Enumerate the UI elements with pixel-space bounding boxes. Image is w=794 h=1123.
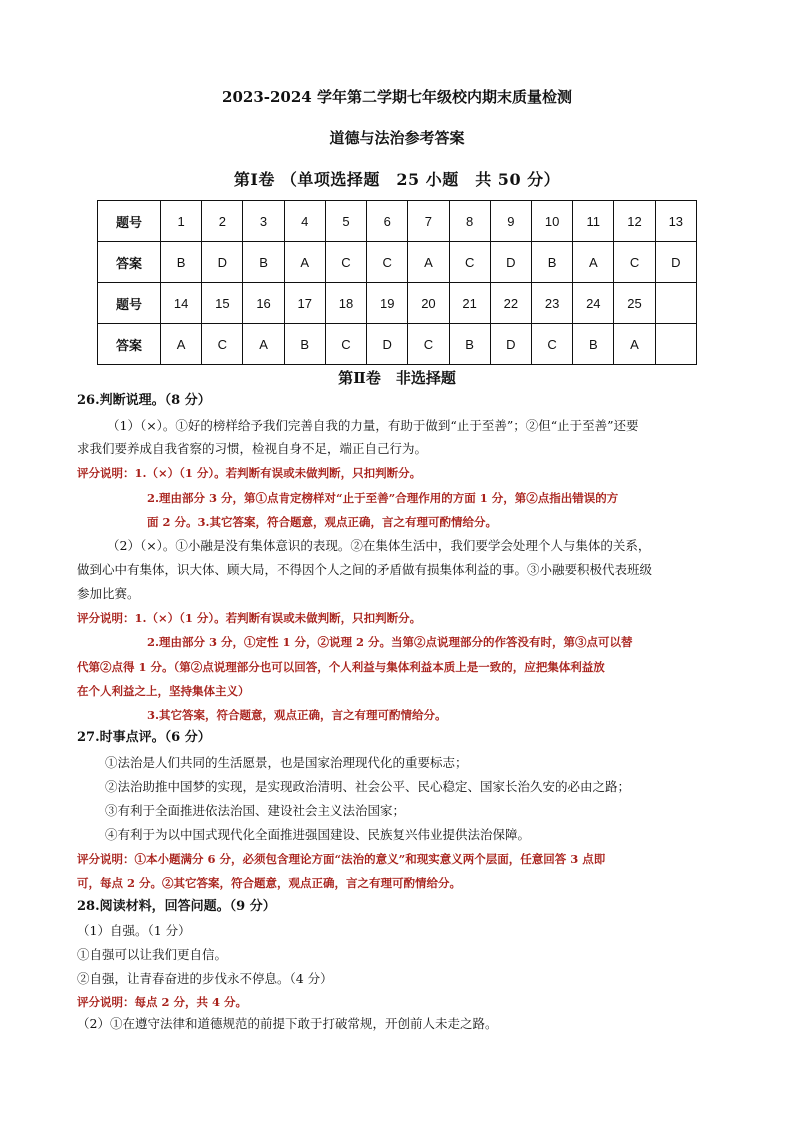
answer-cell: C xyxy=(367,242,408,283)
q27-answer-point: ④有利于为以中国式现代化全面推进强国建设、民族复兴伟业提供法治保障。 xyxy=(105,827,531,842)
answer-cell: A xyxy=(614,324,655,365)
answer-cell: B xyxy=(161,242,202,283)
answer-cell: B xyxy=(284,324,325,365)
q28-answer-text: （1）自强。（1 分） xyxy=(77,923,191,938)
q27-scoring-note: 评分说明：①本小题满分 6 分，必须包含理论方面“法治的意义”和现实意义两个层面，任意回答 3 点即 xyxy=(77,852,606,866)
answer-cell: B xyxy=(449,324,490,365)
q26-scoring-note: 在个人利益之上，坚持集体主义） xyxy=(77,684,250,698)
q26-scoring-note: 评分说明：1.（×）（1 分）。若判断有误或未做判断，只扣判断分。 xyxy=(77,466,422,480)
question-number: 4 xyxy=(284,201,325,242)
question-number: 13 xyxy=(655,201,696,242)
question-number: 25 xyxy=(614,283,655,324)
answer-cell: A xyxy=(243,324,284,365)
answer-cell: A xyxy=(161,324,202,365)
question-number: 15 xyxy=(202,283,243,324)
q26-answer-text: （1）（×）。①好的榜样给予我们完善自我的力量，有助于做到“止于至善”；②但“止于至善”还要 xyxy=(107,418,639,433)
q26-scoring-note: 3.其它答案，符合题意，观点正确，言之有理可酌情给分。 xyxy=(147,708,447,722)
document-title: 2023-2024 学年第二学期七年级校内期末质量检测 xyxy=(222,88,572,106)
question-number: 5 xyxy=(325,201,366,242)
answer-cell: B xyxy=(573,324,614,365)
document-subtitle: 道德与法治参考答案 xyxy=(329,129,465,147)
q27-answer-point: ②法治助推中国梦的实现，是实现政治清明、社会公平、民心稳定、国家长治久安的必由之路； xyxy=(105,779,631,794)
empty-cell xyxy=(655,324,696,365)
q26-scoring-note: 2.理由部分 3 分，第①点肯定榜样对“止于至善”合理作用的方面 1 分，第②点指出错误的方 xyxy=(147,491,619,505)
q26-title: 26.判断说理。（8 分） xyxy=(77,393,211,408)
answer-cell: C xyxy=(325,324,366,365)
answer-cell: C xyxy=(531,324,572,365)
answer-cell: C xyxy=(202,324,243,365)
question-number-row-1 xyxy=(98,201,697,242)
question-number: 19 xyxy=(367,283,408,324)
answer-cell: D xyxy=(367,324,408,365)
answer-cell: D xyxy=(655,242,696,283)
question-number: 18 xyxy=(325,283,366,324)
question-number: 24 xyxy=(573,283,614,324)
question-number: 2 xyxy=(202,201,243,242)
question-number-row-2 xyxy=(98,283,697,324)
answer-cell: A xyxy=(408,242,449,283)
q28-scoring-note: 评分说明：每点 2 分，共 4 分。 xyxy=(77,995,248,1009)
answer-cell: C xyxy=(614,242,655,283)
row-label: 题号 xyxy=(98,283,161,324)
q26-answer-text: 求我们要养成自我省察的习惯，检视自身不足，端正自己行为。 xyxy=(77,441,428,456)
answer-cell: D xyxy=(202,242,243,283)
part2-title: 第Ⅱ卷 非选择题 xyxy=(338,369,456,387)
answer-cell: C xyxy=(325,242,366,283)
row-label: 答案 xyxy=(98,324,161,365)
q28-answer-text: ②自强，让青春奋进的步伐永不停息。（4 分） xyxy=(77,971,333,986)
q28-title: 28.阅读材料，回答问题。（9 分） xyxy=(77,899,276,914)
question-number: 22 xyxy=(490,283,531,324)
question-number: 8 xyxy=(449,201,490,242)
q26-answer-text: （2）（×）。①小融是没有集体意识的表现。②在集体生活中，我们要学会处理个人与集体的关系， xyxy=(107,538,651,553)
q26-answer-text: 做到心中有集体，识大体、顾大局，不得因个人之间的矛盾做有损集体利益的事。③小融要积极代表班级 xyxy=(77,562,653,577)
q27-answer-point: ③有利于全面推进依法治国、建设社会主义法治国家； xyxy=(105,803,406,818)
question-number: 10 xyxy=(531,201,572,242)
question-number: 1 xyxy=(161,201,202,242)
question-number: 17 xyxy=(284,283,325,324)
question-number: 7 xyxy=(408,201,449,242)
question-number: 16 xyxy=(243,283,284,324)
q27-title: 27.时事点评。（6 分） xyxy=(77,730,211,745)
answer-cell: C xyxy=(449,242,490,283)
q28-answer-text: ①自强可以让我们更自信。 xyxy=(77,947,228,962)
question-number: 6 xyxy=(367,201,408,242)
answer-cell: D xyxy=(490,242,531,283)
answer-cell: A xyxy=(284,242,325,283)
answer-cell: B xyxy=(243,242,284,283)
answer-row-2 xyxy=(98,324,697,365)
question-number: 14 xyxy=(161,283,202,324)
answer-row-1 xyxy=(98,242,697,283)
question-number: 21 xyxy=(449,283,490,324)
row-label: 答案 xyxy=(98,242,161,283)
question-number: 20 xyxy=(408,283,449,324)
answer-table xyxy=(97,200,697,365)
q27-scoring-note: 可，每点 2 分。②其它答案，符合题意，观点正确，言之有理可酌情给分。 xyxy=(77,876,462,890)
question-number: 23 xyxy=(531,283,572,324)
empty-cell xyxy=(655,283,696,324)
q26-scoring-note: 评分说明：1.（×）（1 分）。若判断有误或未做判断，只扣判断分。 xyxy=(77,611,422,625)
question-number: 9 xyxy=(490,201,531,242)
q27-answer-point: ①法治是人们共同的生活愿景，也是国家治理现代化的重要标志； xyxy=(105,755,468,770)
q26-answer-text: 参加比赛。 xyxy=(77,586,140,601)
row-label: 题号 xyxy=(98,201,161,242)
q28-answer-text: （2）①在遵守法律和道德规范的前提下敢于打破常规，开创前人未走之路。 xyxy=(77,1016,498,1031)
answer-cell: D xyxy=(490,324,531,365)
answer-cell: B xyxy=(531,242,572,283)
q26-scoring-note: 2.理由部分 3 分，①定性 1 分，②说理 2 分。当第②点说理部分的作答没有时，第③点可以替 xyxy=(147,635,633,649)
question-number: 3 xyxy=(243,201,284,242)
answer-cell: A xyxy=(573,242,614,283)
question-number: 11 xyxy=(573,201,614,242)
q26-scoring-note: 面 2 分。3.其它答案，符合题意，观点正确，言之有理可酌情给分。 xyxy=(147,515,498,529)
question-number: 12 xyxy=(614,201,655,242)
part1-title: 第Ⅰ卷 （单项选择题 25 小题 共 50 分） xyxy=(233,170,561,189)
answer-cell: C xyxy=(408,324,449,365)
q26-scoring-note: 代第②点得 1 分。（第②点说理部分也可以回答，个人利益与集体利益本质上是一致的，应把集体利益放 xyxy=(77,660,605,674)
